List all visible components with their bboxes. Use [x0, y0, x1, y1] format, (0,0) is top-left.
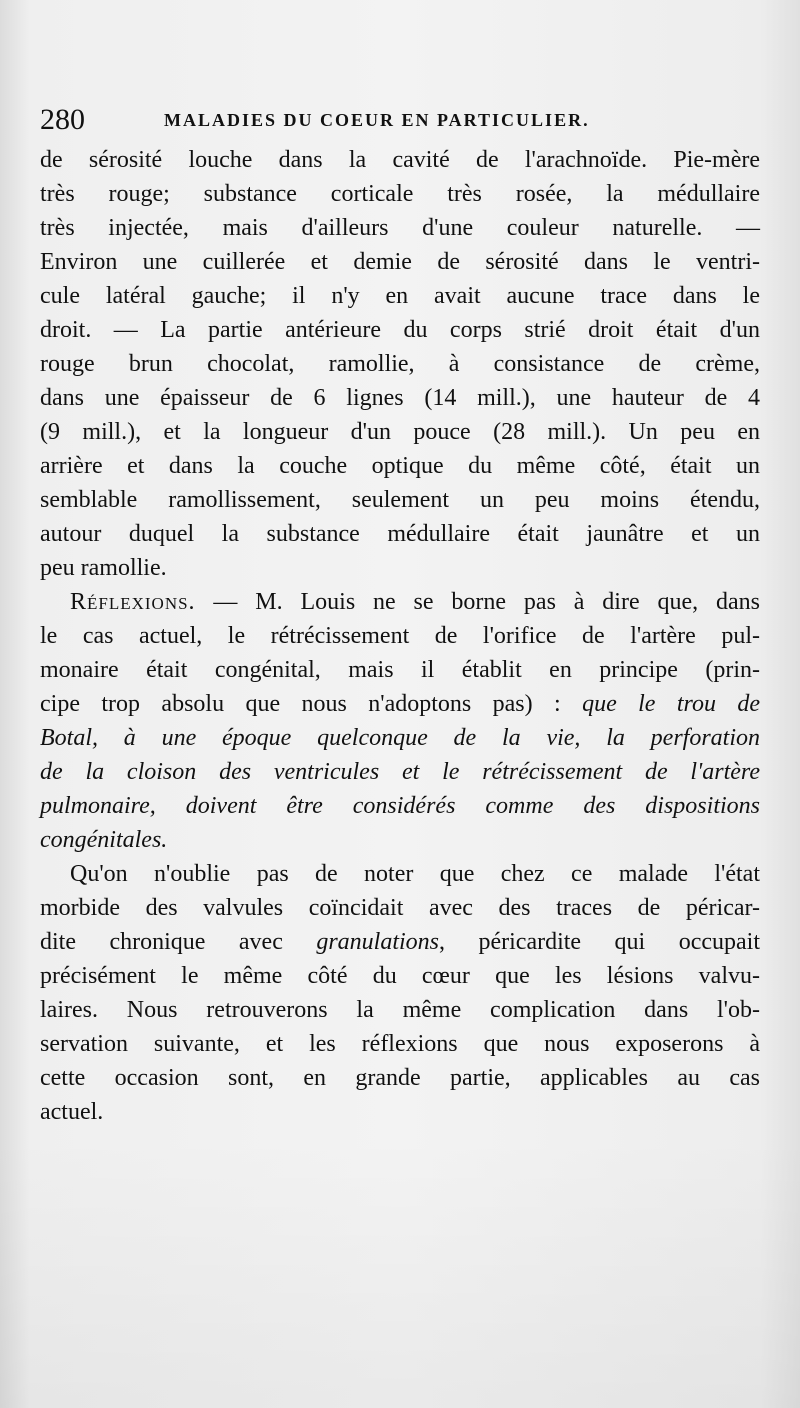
text-line: (9 mill.), et la longueur d'un pouce (28 mill.). Un peu en: [40, 419, 760, 445]
italic-line: pulmonaire, doivent être considérés comme des dispositions: [40, 793, 760, 819]
text-line: [40, 687, 760, 721]
page-number: 280: [40, 103, 85, 136]
text-line: cette occasion sont, en grande partie, applicables au cas: [40, 1065, 760, 1091]
text-fragment: cipe trop absolu que nous n'adoptons pas) :: [40, 691, 583, 717]
text-line: servation suivante, et les réflexions que nous exposerons à: [40, 1031, 760, 1057]
italic-line: de la cloison des ventricules et le rétrécissement de l'artère: [40, 759, 760, 785]
text-line: actuel.: [40, 1099, 104, 1125]
italic-line: Botal, à une époque quelconque de la vie, la perforation: [40, 725, 760, 751]
text-line: cule latéral gauche; il n'y en avait aucune trace dans le: [40, 283, 760, 309]
text-line: très rouge; substance corticale très rosée, la médullaire: [40, 181, 760, 207]
text-line: peu ramollie.: [40, 555, 167, 581]
running-title: MALADIES DU COEUR EN PARTICULIER.: [164, 109, 590, 130]
text-line: morbide des valvules coïncidait avec des traces de péricar-: [40, 895, 760, 921]
text-line: [40, 925, 760, 959]
text-fragment: , péricardite qui occupait: [439, 929, 760, 955]
text-line: droit. — La partie antérieure du corps strié droit était d'un: [40, 317, 760, 343]
page-header: [40, 100, 760, 140]
text-line: laires. Nous retrouverons la même complication dans l'ob-: [40, 997, 760, 1023]
text-line: dans une épaisseur de 6 lignes (14 mill.), une hauteur de 4: [40, 385, 760, 411]
body-text: [40, 143, 760, 1129]
text-line: Qu'on n'oublie pas de noter que chez ce malade l'état: [70, 861, 760, 887]
text-line: arrière et dans la couche optique du même côté, était un: [40, 453, 760, 479]
show-through-area: [0, 1135, 800, 1408]
section-label: Réflexions.: [70, 589, 196, 615]
italic-line: congénitales.: [40, 827, 168, 853]
italic-text: granulations: [316, 929, 440, 955]
text-fragment: — M. Louis ne se borne pas à dire que, dans: [195, 589, 760, 615]
text-line: de sérosité louche dans la cavité de l'arachnoïde. Pie-mère: [40, 147, 760, 173]
text-line: très injectée, mais d'ailleurs d'une couleur naturelle. —: [40, 215, 760, 241]
text-line: monaire était congénital, mais il établit en principe (prin-: [40, 657, 760, 683]
text-fragment: dite chronique avec: [40, 929, 317, 955]
text-line: Environ une cuillerée et demie de sérosité dans le ventri-: [40, 249, 760, 275]
text-line: rouge brun chocolat, ramollie, à consistance de crème,: [40, 351, 760, 377]
text-line: semblable ramollissement, seulement un peu moins étendu,: [40, 487, 760, 513]
italic-text: que le trou de: [582, 691, 761, 717]
text-line: autour duquel la substance médullaire était jaunâtre et un: [40, 521, 760, 547]
text-line: le cas actuel, le rétrécissement de l'orifice de l'artère pul-: [40, 623, 760, 649]
text-line: précisément le même côté du cœur que les lésions valvu-: [40, 963, 760, 989]
text-line: [40, 585, 760, 619]
